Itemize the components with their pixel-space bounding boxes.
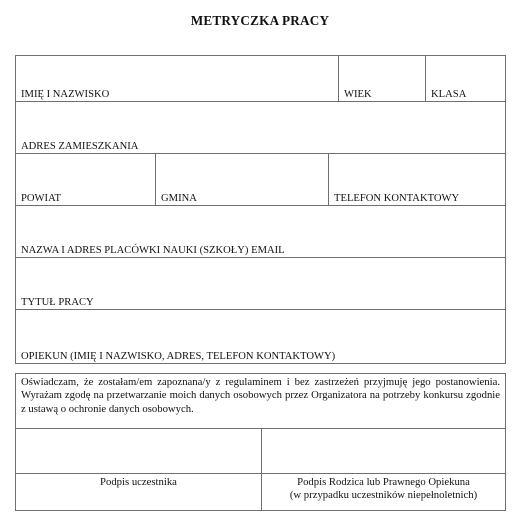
student-signature-caption (16, 474, 262, 511)
student-signature-area[interactable] (16, 429, 262, 474)
commune-label: GMINA (161, 193, 197, 204)
declaration-text: Oświadczam, że zostałam/em zapoznana/y z regulaminem i bez zastrzeżeń przyjmuję jego postanowienia. Wyrażam zgodę na przetwarzanie moich danych osobowych przez Organizatora na potrzeby konkursu zgodnie z ustawą o ochronie danych osobowych. (16, 374, 506, 429)
parent-signature-caption (262, 474, 506, 511)
parent-signature-label: Podpis Rodzica lub Prawnego Opiekuna (297, 476, 470, 488)
class-label: KLASA (431, 89, 467, 100)
student-signature-label: Podpis uczestnika (100, 476, 177, 488)
phone-label: TELEFON KONTAKTOWY (334, 193, 460, 204)
address-field[interactable] (16, 102, 506, 154)
age-label: WIEK (344, 89, 372, 100)
district-label: POWIAT (21, 193, 62, 204)
age-field[interactable] (339, 56, 426, 102)
supervisor-field[interactable] (16, 310, 506, 364)
document-title: METRYCZKA PRACY (190, 13, 330, 28)
participant-form (15, 55, 506, 364)
class-field[interactable] (426, 56, 506, 102)
school-field[interactable] (16, 206, 506, 258)
commune-field[interactable] (156, 154, 329, 206)
name-field[interactable] (16, 56, 339, 102)
parent-signature-note: (w przypadku uczestników niepełnoletnich) (289, 489, 478, 501)
district-field[interactable] (16, 154, 156, 206)
work-title-label: TYTUŁ PRACY (21, 297, 94, 308)
address-label: ADRES ZAMIESZKANIA (21, 141, 139, 152)
declaration-section (15, 373, 506, 511)
name-label: IMIĘ I NAZWISKO (21, 89, 110, 100)
phone-field[interactable] (329, 154, 506, 206)
parent-signature-area[interactable] (262, 429, 506, 474)
school-label: NAZWA I ADRES PLACÓWKI NAUKI (SZKOŁY) EMAIL (21, 245, 285, 256)
work-title-field[interactable] (16, 258, 506, 310)
supervisor-label: OPIEKUN (IMIĘ I NAZWISKO, ADRES, TELEFON KONTAKTOWY) (21, 351, 336, 362)
